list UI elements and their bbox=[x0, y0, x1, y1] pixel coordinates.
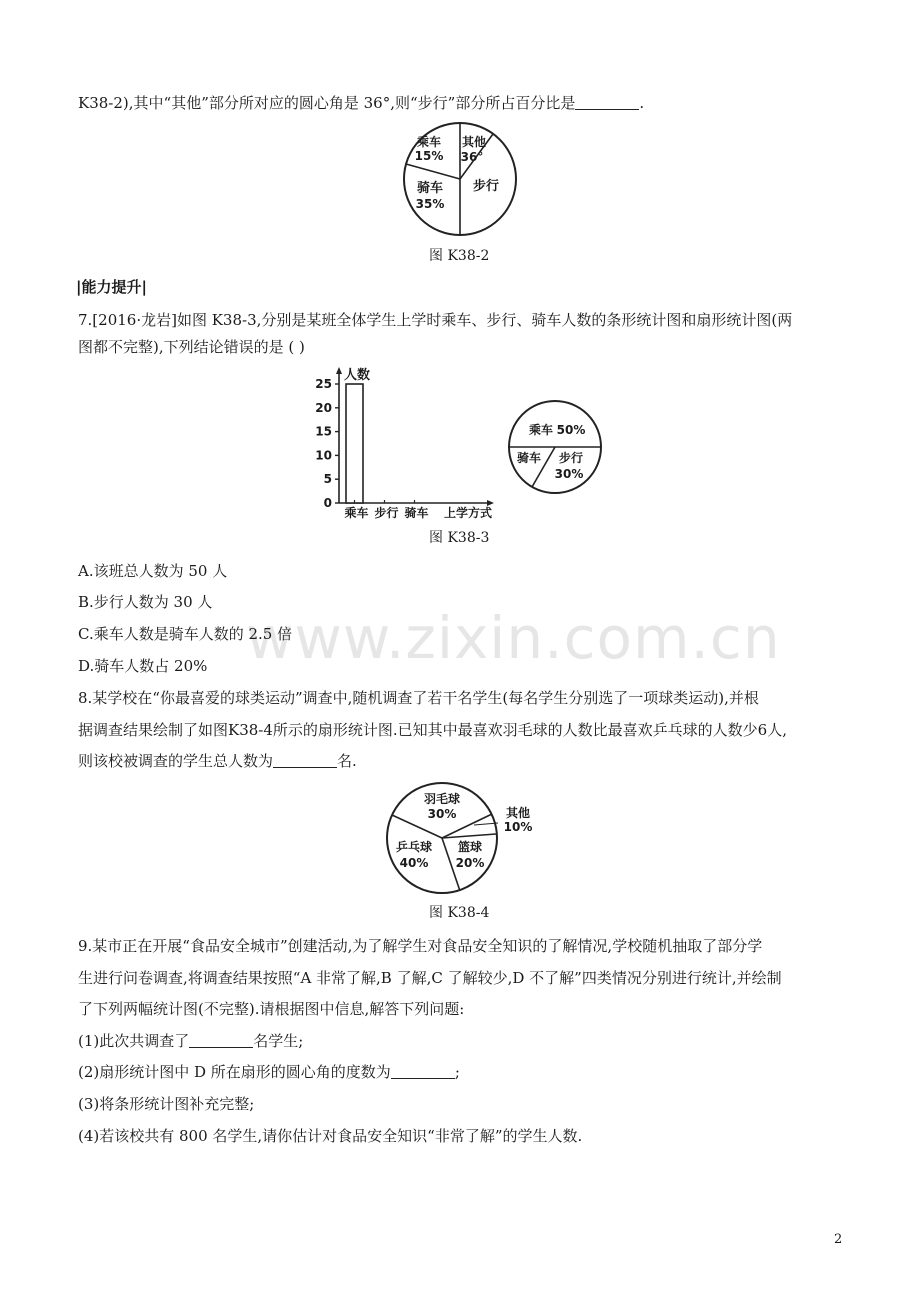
slice-label-ride: 乘车 bbox=[528, 423, 554, 437]
q9-sub-1-blank[interactable] bbox=[189, 1033, 253, 1048]
figure-caption-k38-4: 图 K38-4 bbox=[429, 905, 490, 921]
x-axis-label: 上学方式 bbox=[443, 506, 493, 520]
q7-line-2: 图都不完整),下列结论错误的是 ( ) bbox=[78, 338, 305, 356]
slice-label-other: 其他 bbox=[505, 806, 531, 820]
slice-value-badminton: 30% bbox=[427, 807, 457, 821]
q8-line-3-pre: 则该校被调查的学生总人数为 bbox=[78, 752, 274, 770]
slice-value-other: 10% bbox=[503, 820, 533, 834]
q8-answer-blank[interactable] bbox=[273, 753, 337, 768]
q8-line-1: 8.某学校在“你最喜爱的球类运动”调查中,随机调查了若干名学生(每名学生分别选了一项球类运动),并根 bbox=[78, 689, 759, 707]
slice-label-bike: 骑车 bbox=[416, 181, 444, 196]
figure-caption-k38-3: 图 K38-3 bbox=[429, 530, 490, 546]
y-tick-label: 10 bbox=[315, 448, 332, 463]
x-category-label: 步行 bbox=[374, 506, 399, 520]
q7-line-1: 7.[2016·龙岩]如图 K38-3,分别是某班全体学生上学时乘车、步行、骑车人数的条形统计图和扇形统计图(两 bbox=[78, 311, 793, 329]
page-number: 2 bbox=[834, 1232, 843, 1247]
q9-sub-1-pre: (1)此次共调查了 bbox=[78, 1032, 190, 1050]
q9-line-2: 生进行问卷调查,将调查结果按照“A 非常了解,B 了解,C 了解较少,D 不了解”四类情况分别进行统计,并绘制 bbox=[78, 969, 782, 987]
slice-value-walk: 30% bbox=[554, 467, 584, 481]
slice-label-bike: 骑车 bbox=[516, 451, 542, 465]
y-axis-arrow bbox=[336, 367, 342, 374]
slice-label-walk: 步行 bbox=[472, 179, 500, 194]
q8-line-2: 据调查结果绘制了如图K38-4所示的扇形统计图.已知其中最喜欢羽毛球的人数比最喜欢乒乓球的人数少6人, bbox=[78, 721, 787, 739]
slice-value-ride: 15% bbox=[414, 149, 444, 163]
y-tick-label: 0 bbox=[323, 496, 332, 510]
bar-chart-k38-3 bbox=[310, 364, 502, 522]
x-category-label: 乘车 bbox=[344, 506, 369, 520]
pie-chart-k38-4 bbox=[384, 781, 534, 899]
q9-line-3: 了下列两幅统计图(不完整).请根据图中信息,解答下列问题: bbox=[78, 1000, 465, 1018]
y-tick-label: 5 bbox=[323, 472, 332, 487]
pie-chart-k38-3 bbox=[505, 400, 607, 494]
watermark: www.zixin.com.cn bbox=[246, 604, 781, 672]
slice-label-basketball: 篮球 bbox=[457, 840, 483, 854]
q9-sub-1 bbox=[78, 1031, 303, 1051]
q9-sub-2 bbox=[78, 1062, 460, 1082]
y-axis-label: 人数 bbox=[344, 368, 371, 383]
y-tick-label: 15 bbox=[315, 424, 332, 439]
slice-value-basketball: 20% bbox=[455, 856, 485, 870]
q8-line-3-post: 名. bbox=[337, 752, 357, 770]
q6-text bbox=[78, 93, 644, 113]
q6-text-end: . bbox=[639, 94, 645, 112]
q6-text-body: K38-2),其中“其他”部分所对应的圆心角是 36°,则“步行”部分所占百分比是 bbox=[78, 94, 576, 112]
q9-sub-3: (3)将条形统计图补充完整; bbox=[78, 1095, 255, 1113]
slice-value-bike: 35% bbox=[415, 197, 445, 211]
slice-label-ride: 乘车 bbox=[416, 135, 442, 149]
q9-sub-1-post: 名学生; bbox=[253, 1032, 304, 1050]
slice-label-badminton: 羽毛球 bbox=[423, 792, 461, 806]
slice-label-other: 其他 bbox=[461, 135, 487, 149]
bar-0 bbox=[346, 384, 363, 503]
q9-sub-2-blank[interactable] bbox=[391, 1064, 455, 1079]
slice-label-pingpong: 乒乓球 bbox=[395, 840, 433, 854]
slice-value-other: 36° bbox=[460, 150, 484, 164]
slice-value-ride: 50% bbox=[556, 423, 586, 437]
slice-label-walk: 步行 bbox=[558, 451, 584, 465]
y-tick-label: 25 bbox=[315, 377, 332, 391]
q8-line-3 bbox=[78, 751, 357, 771]
section-title: |能力提升| bbox=[76, 278, 147, 296]
option-c[interactable]: C.乘车人数是骑车人数的 2.5 倍 bbox=[78, 625, 293, 643]
option-b[interactable]: B.步行人数为 30 人 bbox=[78, 593, 213, 611]
q9-sub-2-post: ; bbox=[454, 1063, 460, 1081]
option-d[interactable]: D.骑车人数占 20% bbox=[78, 657, 208, 675]
figure-caption-k38-2: 图 K38-2 bbox=[429, 248, 490, 264]
q9-line-1: 9.某市正在开展“食品安全城市”创建活动,为了解学生对食品安全知识的了解情况,学校随机抽取了部分学 bbox=[78, 937, 763, 955]
pie-chart-k38-2 bbox=[396, 120, 526, 242]
y-tick-label: 20 bbox=[315, 400, 332, 415]
q9-sub-4: (4)若该校共有 800 名学生,请你估计对食品安全知识“非常了解”的学生人数. bbox=[78, 1127, 583, 1145]
q9-sub-2-pre: (2)扇形统计图中 D 所在扇形的圆心角的度数为 bbox=[78, 1063, 391, 1081]
q6-answer-blank[interactable] bbox=[575, 95, 639, 110]
x-category-label: 骑车 bbox=[404, 506, 429, 520]
option-a[interactable]: A.该班总人数为 50 人 bbox=[78, 562, 228, 580]
slice-value-pingpong: 40% bbox=[399, 856, 429, 870]
